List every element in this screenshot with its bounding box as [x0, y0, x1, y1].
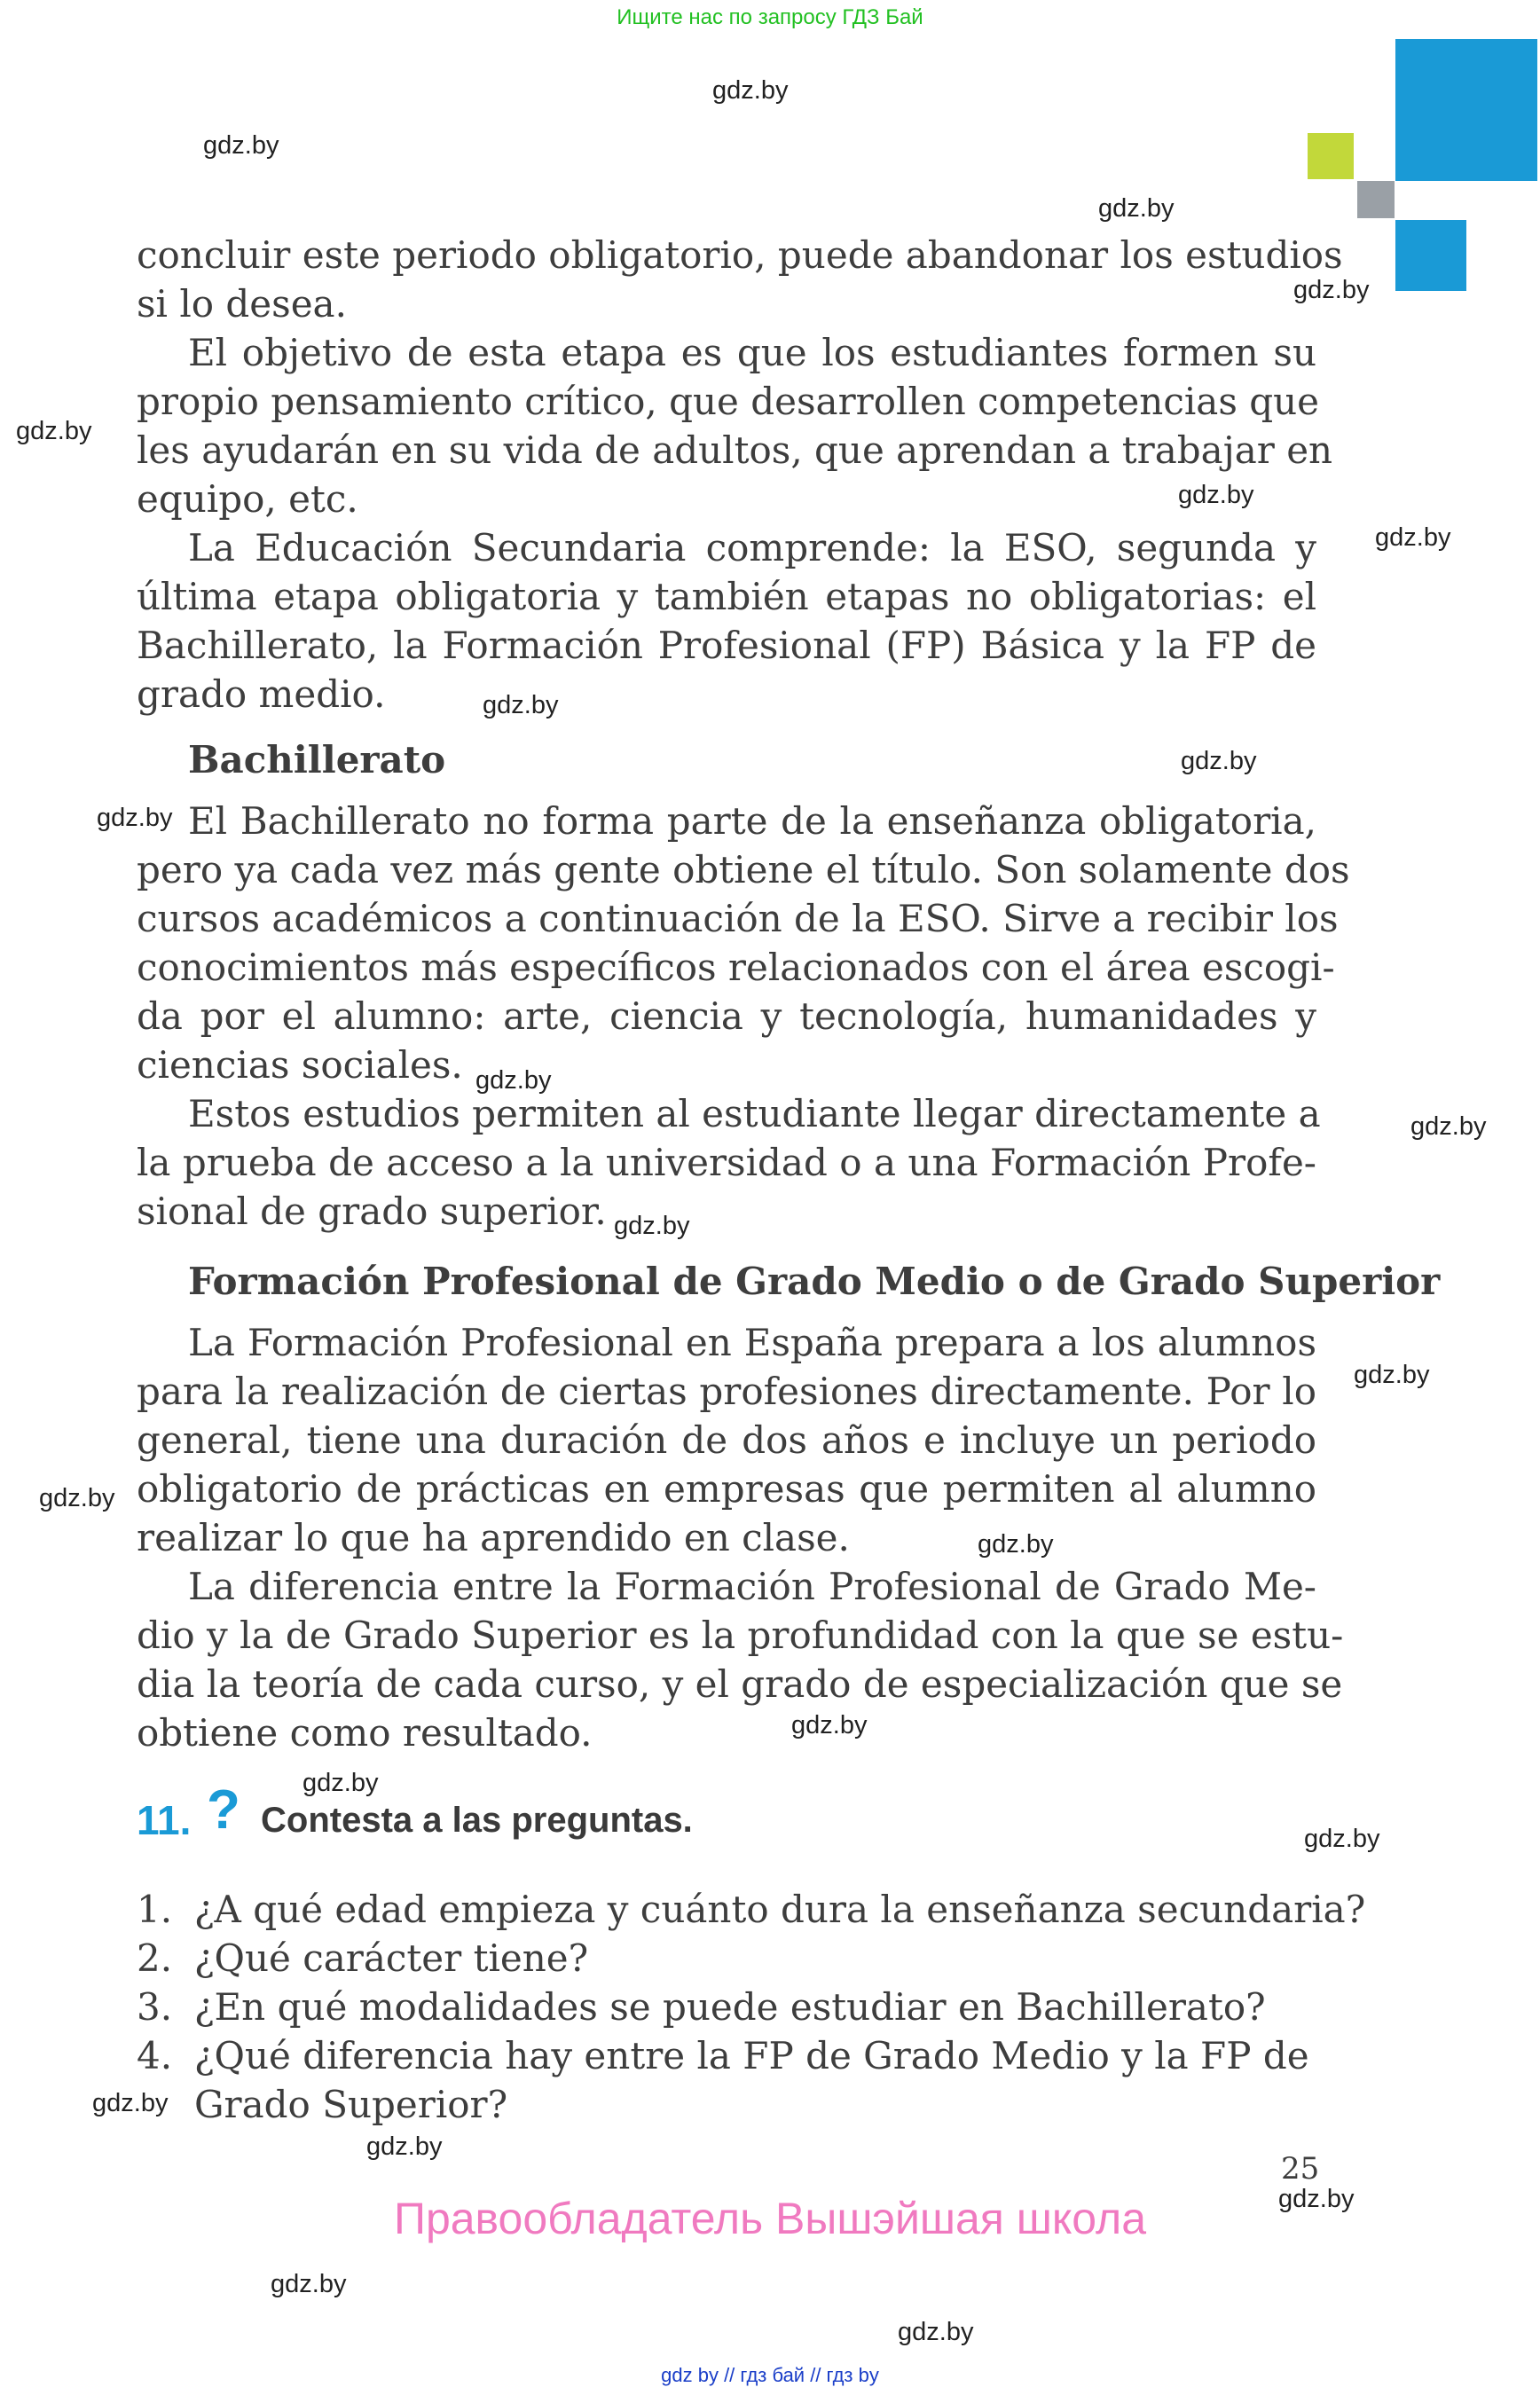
text-line: dio y la de Grado Superior es la profundidad con la que se estu- [137, 1614, 1344, 1657]
watermark: gdz.by [1410, 1112, 1487, 1141]
question-text: Grado Superior? [194, 2083, 508, 2126]
text-line: dia la teoría de cada curso, y el grado de especialización que se [137, 1662, 1343, 1706]
text-line: última etapa obligatoria y también etapas no obligatorias: el [137, 575, 1316, 618]
watermark: gdz.by [1278, 2185, 1355, 2213]
text-line: sional de grado superior. [137, 1190, 607, 1233]
watermark: gdz.by [614, 1212, 690, 1240]
text-line: para la realización de ciertas profesiones directamente. Por lo [137, 1370, 1316, 1413]
question-mark-icon: ? [207, 1779, 240, 1841]
question-text: ¿Qué carácter tiene? [194, 1936, 589, 1980]
text-line: Bachillerato, la Formación Profesional (FP) Básica y la FP de [137, 624, 1316, 667]
question-text: ¿A qué edad empieza y cuánto dura la enseñanza secundaria? [194, 1888, 1366, 1931]
text-line: propio pensamiento crítico, que desarrollen competencias que [137, 380, 1320, 423]
paragraph [137, 797, 1350, 1089]
decor-square-gray [1357, 181, 1395, 218]
text-line: general, tiene una duración de dos años e incluye un periodo [137, 1418, 1316, 1462]
watermark: gdz.by [1293, 276, 1370, 304]
watermark: gdz.by [302, 1769, 379, 1797]
text-line: La Educación Secundaria comprende: la ESO, segunda y [188, 526, 1316, 569]
page-number: 25 [1281, 2151, 1320, 2187]
watermark: gdz.by [39, 1484, 115, 1512]
text-line: grado medio. [137, 672, 386, 716]
watermark: gdz.by [1178, 481, 1254, 509]
heading-bachillerato: Bachillerato [188, 738, 446, 781]
heading-fp: Formación Profesional de Grado Medio o de Grado Superior [188, 1260, 1441, 1303]
watermark: gdz.by [978, 1530, 1054, 1559]
paragraph [137, 1089, 1321, 1236]
top-search-link[interactable]: Ищите нас по запросу ГДЗ Бай [617, 5, 923, 29]
text-line: da por el alumno: arte, ciencia y tecnología, humanidades y [137, 994, 1316, 1038]
watermark: gdz.by [203, 131, 279, 160]
watermark: gdz.by [791, 1711, 868, 1739]
list-item [137, 1934, 1316, 1983]
watermark: gdz.by [898, 2318, 974, 2346]
paragraph [137, 1562, 1344, 1757]
text-line: pero ya cada vez más gente obtiene el título. Son solamente dos [137, 848, 1350, 891]
watermark: gdz.by [712, 76, 789, 105]
text-line: obligatorio de prácticas en empresas que permiten al alumno [137, 1467, 1316, 1511]
text-line: realizar lo que ha aprendido en clase. [137, 1516, 850, 1559]
paragraph [137, 328, 1333, 523]
watermark: gdz.by [271, 2270, 347, 2298]
question-number: 1. [137, 1888, 173, 1931]
copyright-owner: Правообладатель Вышэйшая школа [394, 2194, 1146, 2243]
watermark: gdz.by [92, 2089, 169, 2117]
watermark: gdz.by [1354, 1361, 1430, 1389]
decor-square-lime [1308, 133, 1354, 179]
decor-square-blue-large [1395, 39, 1537, 181]
watermark: gdz.by [475, 1066, 552, 1095]
list-item [137, 2031, 1316, 2129]
text-line: conocimientos más específicos relacionados con el área escogi- [137, 946, 1335, 989]
decor-square-blue-small [1395, 220, 1466, 291]
question-text: ¿Qué diferencia hay entre la FP de Grado Medio y la FP de [194, 2034, 1309, 2077]
watermark: gdz.by [483, 691, 559, 719]
text-line: concluir este periodo obligatorio, puede abandonar los estudios [137, 233, 1343, 277]
watermark: gdz.by [1304, 1825, 1380, 1853]
text-line: la prueba de acceso a la universidad o a una Formación Profe- [137, 1141, 1316, 1184]
watermark: gdz.by [1181, 747, 1257, 775]
exercise-title: Contesta a las preguntas. [261, 1801, 693, 1840]
text-line: equipo, etc. [137, 477, 358, 521]
text-line: les ayudarán en su vida de adultos, que aprendan a trabajar en [137, 428, 1333, 472]
watermark: gdz.by [16, 417, 92, 445]
text-line: Estos estudios permiten al estudiante llegar directamente a [188, 1092, 1321, 1135]
text-line: cursos académicos a continuación de la ESO. Sirve a recibir los [137, 897, 1339, 940]
question-number: 2. [137, 1936, 173, 1980]
text-line: obtiene como resultado. [137, 1711, 593, 1755]
list-item [137, 1885, 1366, 1934]
text-line: El objetivo de esta etapa es que los estudiantes formen su [188, 331, 1316, 374]
paragraph [137, 1318, 1316, 1562]
list-item [137, 1983, 1316, 2031]
text-line: ciencias sociales. [137, 1043, 463, 1087]
text-line: La Formación Profesional en España prepara a los alumnos [188, 1321, 1316, 1364]
watermark: gdz.by [97, 804, 173, 832]
exercise-number: 11. [137, 1797, 192, 1843]
text-line: si lo desea. [137, 282, 347, 326]
footer-links[interactable]: gdz by // гдз бай // гдз by [661, 2364, 879, 2386]
question-number: 4. [137, 2034, 173, 2077]
paragraph [137, 523, 1316, 719]
text-line: El Bachillerato no forma parte de la enseñanza obligatoria, [188, 799, 1316, 843]
question-number: 3. [137, 1985, 173, 2029]
watermark: gdz.by [1098, 194, 1175, 223]
question-text: ¿En qué modalidades se puede estudiar en Bachillerato? [194, 1985, 1266, 2029]
watermark: gdz.by [1375, 523, 1451, 552]
watermark: gdz.by [366, 2132, 443, 2161]
text-line: La diferencia entre la Formación Profesional de Grado Me- [188, 1565, 1316, 1608]
